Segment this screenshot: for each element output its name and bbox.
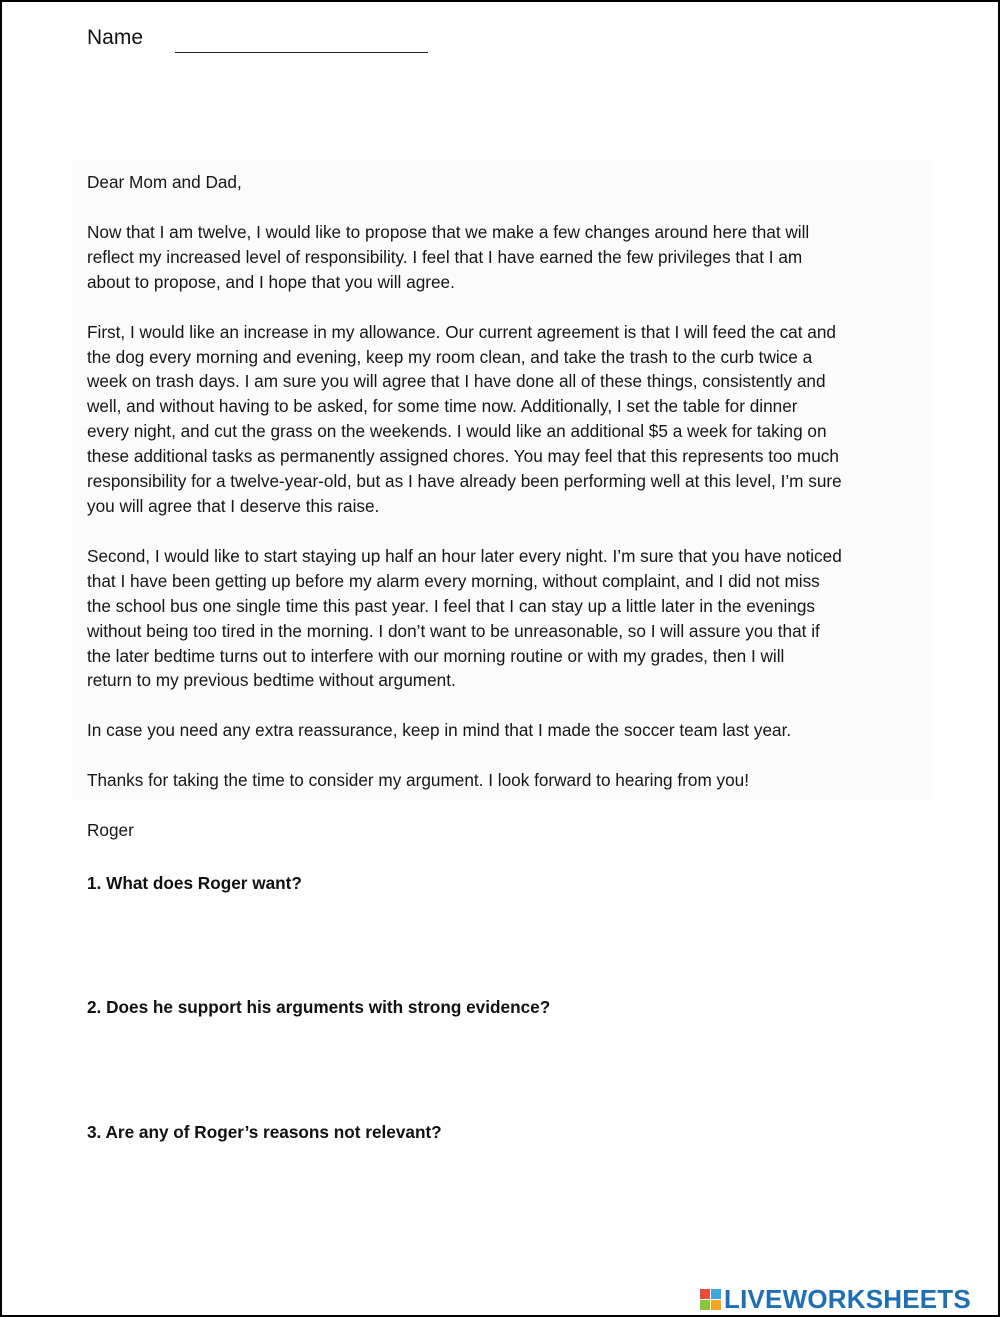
letter-paragraph-5: Thanks for taking the time to consider my argument. I look forward to hearing from you!	[87, 770, 750, 791]
question-1: 1. What does Roger want?	[87, 873, 302, 893]
logo-text: LIVEWORKSHEETS	[724, 1284, 971, 1314]
name-input-line[interactable]	[175, 52, 428, 53]
letter-body	[87, 170, 927, 868]
answer-field-2[interactable]	[87, 1032, 917, 1102]
letter-salutation: Dear Mom and Dad,	[87, 172, 242, 192]
question-2: 2. Does he support his arguments with strong evidence?	[87, 997, 551, 1017]
answer-field-1[interactable]	[87, 907, 917, 977]
name-label: Name	[87, 26, 144, 49]
letter-paragraph-3: Second, I would like to start staying up half an hour later every night. I’m sure that you have noticed that I have been getting up before my alarm every morning, without complaint, and I did not miss the school bus one single time this past year. I feel that I can stay up a little later in the evenings without being too tired in the morning. I don’t want to be unreasonable, so I will assure you that if the later bedtime turns out to interfere with our morning routine or with my grades, then I will return to my previous bedtime without argument.	[87, 545, 842, 691]
logo-mark-square	[711, 1289, 721, 1299]
letter-paragraph-4: In case you need any extra reassurance, keep in mind that I made the soccer team last year.	[87, 720, 792, 741]
logo-mark-square	[700, 1289, 710, 1299]
logo-mark-icon	[700, 1289, 721, 1310]
question-3: 3. Are any of Roger’s reasons not relevant?	[87, 1122, 442, 1142]
liveworksheets-logo	[700, 1284, 971, 1315]
answer-field-3[interactable]	[87, 1157, 917, 1227]
logo-mark-square	[700, 1300, 710, 1310]
letter-paragraph-1: Now that I am twelve, I would like to propose that we make a few changes around here that will reflect my increased level of responsibility. I feel that I have earned the few privileges that I am about to propose, and I hope that you will agree.	[87, 221, 810, 292]
letter-paragraph-2: First, I would like an increase in my allowance. Our current agreement is that I will feed the cat and the dog every morning and evening, keep my room clean, and take the trash to the curb twice a week on trash days. I am sure you will agree that I have done all of these things, consistently and well, and without having to be asked, for some time now. Additionally, I set the table for dinner every night, and cut the grass on the weekends. I would like an additional $5 a week for taking on these additional tasks as permanently assigned chores. You may feel that this represents too much responsibility for a twelve-year-old, but as I have already been performing well at this level, I’m sure you will agree that I deserve this raise.	[87, 321, 842, 516]
letter-signature: Roger	[87, 820, 134, 841]
logo-mark-square	[711, 1300, 721, 1310]
